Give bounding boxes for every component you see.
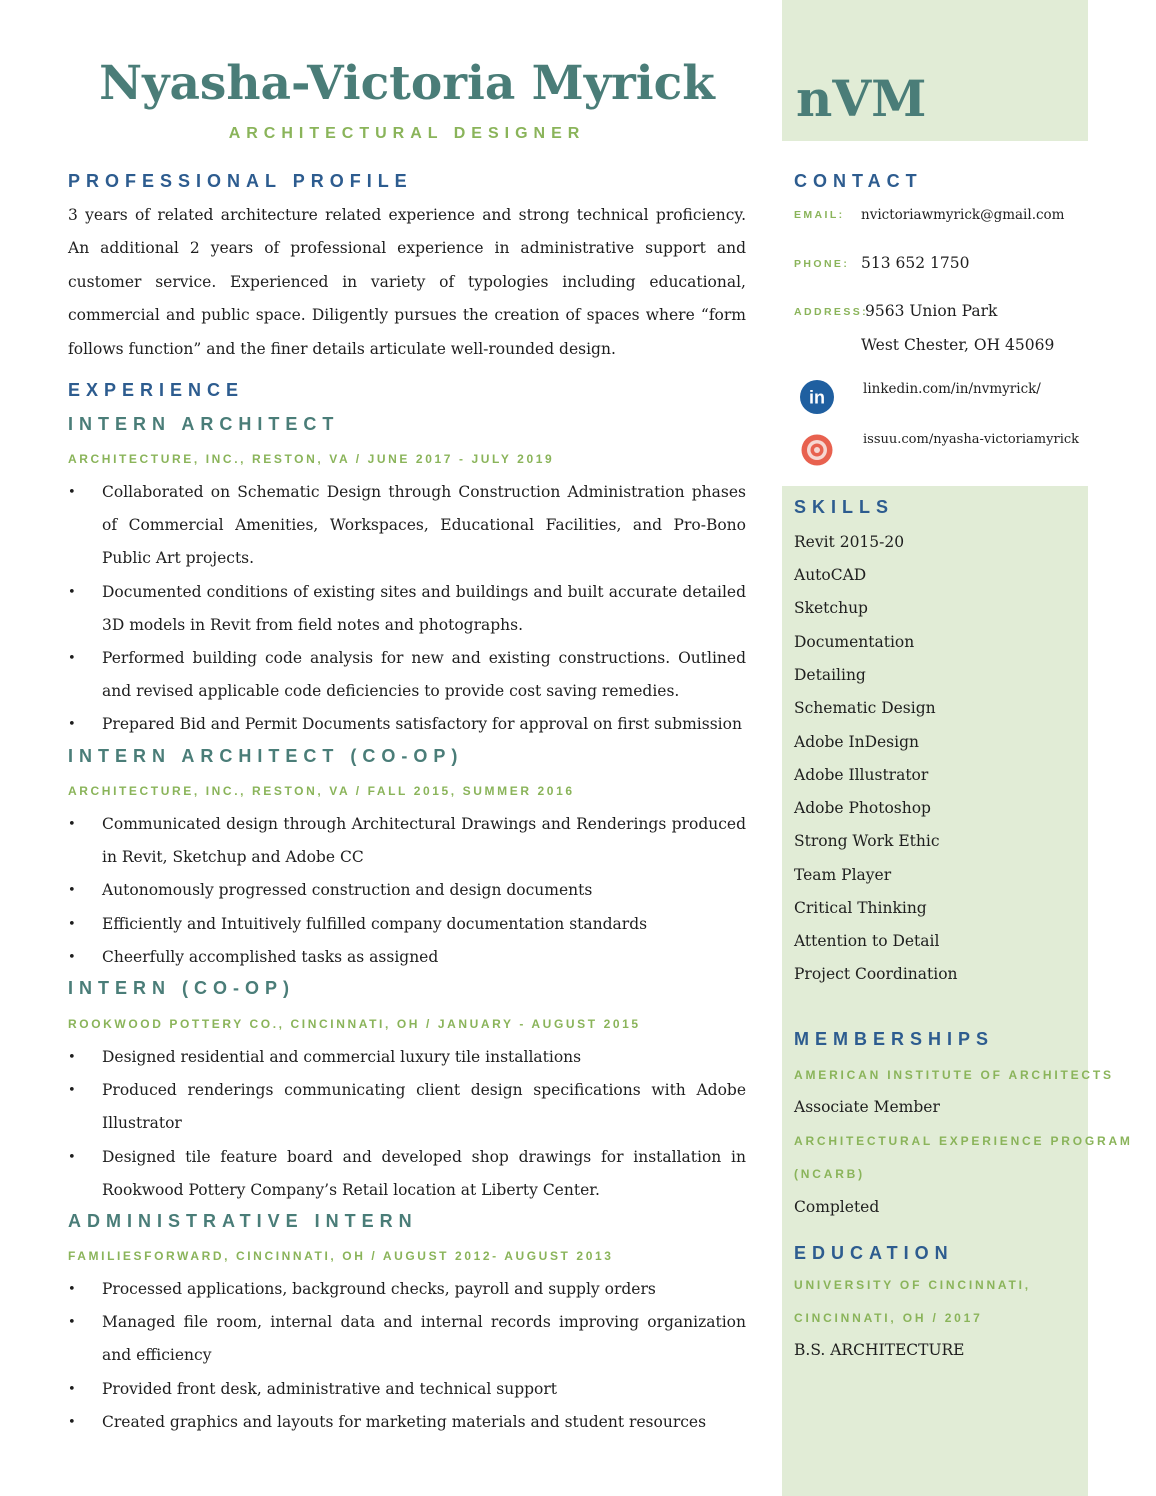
skill-item: Adobe InDesign <box>794 733 919 751</box>
bullet-icon: • <box>68 817 76 832</box>
profile-text: 3 years of related architecture related experience and strong technical proficiency. An additional 2 years of professional experience in administrative support and customer service. Experienced in variety of typologies including educational, commercial and public space. Diligently pursues the creation of spaces where “form follows function” and the finer details articulate well-rounded design. <box>68 206 746 358</box>
experience-heading: EXPERIENCE <box>68 380 245 400</box>
education-school: UNIVERSITY OF CINCINNATI, <box>794 1278 1031 1292</box>
issuu-icon[interactable] <box>800 433 834 467</box>
address-line1: 9563 Union Park <box>865 302 998 320</box>
bullet-text: Provided front desk, administrative and technical support <box>102 1379 558 1398</box>
job-meta: ARCHITECTURE, INC., RESTON, VA / JUNE 2017 - JULY 2019 <box>68 452 555 466</box>
list-item <box>68 1406 746 1439</box>
list-item <box>68 908 746 941</box>
bullet-icon: • <box>68 1149 76 1165</box>
list-item <box>68 874 746 907</box>
education-heading: EDUCATION <box>794 1243 954 1263</box>
bullet-text: Produced renderings communicating client design specifications with Adobe Illustrator <box>102 1081 746 1133</box>
education-degree: B.S. ARCHITECTURE <box>794 1341 965 1359</box>
job-meta: ROOKWOOD POTTERY CO., CINCINNATI, OH / JANUARY - AUGUST 2015 <box>68 1017 641 1031</box>
skill-item: Adobe Photoshop <box>794 799 931 817</box>
list-item <box>68 1373 746 1406</box>
job-bullets <box>68 1041 746 1207</box>
phone-label: PHONE: <box>794 258 850 270</box>
job-meta: ARCHITECTURE, INC., RESTON, VA / FALL 2015, SUMMER 2016 <box>68 784 575 798</box>
email-value[interactable]: nvictoriawmyrick@gmail.com <box>861 207 1065 223</box>
list-item <box>68 1306 746 1372</box>
memberships-heading: MEMBERSHIPS <box>794 1029 995 1049</box>
bullet-text: Documented conditions of existing sites and buildings and built accurate detailed 3D models in Revit from field notes and photographs. <box>102 582 746 634</box>
issuu-link[interactable]: issuu.com/nyasha-victoriamyrick <box>863 432 1080 447</box>
bullet-text: Performed building code analysis for new and existing constructions. Outlined and revised applicable code deficiencies to provide cost saving remedies. <box>102 649 746 701</box>
list-item <box>68 576 746 642</box>
address-line2: West Chester, OH 45069 <box>861 336 1055 354</box>
skill-item: Sketchup <box>794 599 868 617</box>
profile-heading: PROFESSIONAL PROFILE <box>68 171 413 191</box>
linkedin-icon[interactable] <box>800 380 834 414</box>
skill-item: Attention to Detail <box>794 932 940 950</box>
bullet-icon: • <box>68 1381 76 1397</box>
candidate-name: Nyasha-Victoria Myrick <box>99 56 715 111</box>
list-item <box>68 1041 746 1074</box>
bullet-icon: • <box>68 1050 76 1065</box>
job-title: INTERN ARCHITECT <box>68 414 340 434</box>
skill-item: Critical Thinking <box>794 899 927 917</box>
bullet-text: Communicated design through Architectural Drawings and Renderings produced in Revit, Sketchup and Adobe CC <box>102 815 746 867</box>
list-item <box>68 941 746 974</box>
membership-org-sub: (NCARB) <box>794 1167 865 1181</box>
contact-heading: CONTACT <box>794 171 923 191</box>
list-item <box>68 642 746 708</box>
bullet-icon: • <box>68 584 76 600</box>
job-meta: FAMILIESFORWARD, CINCINNATI, OH / AUGUST 2012- AUGUST 2013 <box>68 1249 614 1263</box>
list-item <box>68 476 746 576</box>
bullet-icon: • <box>68 883 76 899</box>
skill-item: Strong Work Ethic <box>794 832 940 850</box>
membership-org: ARCHITECTURAL EXPERIENCE PROGRAM <box>794 1134 1133 1148</box>
skill-item: Detailing <box>794 666 866 684</box>
bullet-text: Prepared Bid and Permit Documents satisfactory for approval on first submission <box>102 715 742 734</box>
job-bullets <box>68 476 746 742</box>
list-item <box>68 1074 746 1140</box>
email-label: EMAIL: <box>794 209 845 221</box>
bullet-text: Designed residential and commercial luxury tile installations <box>102 1048 582 1066</box>
skill-item: Adobe Illustrator <box>794 766 929 784</box>
membership-status: Associate Member <box>794 1098 940 1116</box>
job-title: INTERN ARCHITECT (CO-OP) <box>68 746 464 766</box>
bullet-icon: • <box>68 1414 76 1430</box>
membership-status: Completed <box>794 1198 880 1216</box>
linkedin-link[interactable]: linkedin.com/in/nvmyrick/ <box>863 381 1041 397</box>
address-label: ADDRESS: <box>794 306 869 318</box>
bullet-icon: • <box>68 949 76 965</box>
bullet-text: Processed applications, background checks, payroll and supply orders <box>102 1280 656 1298</box>
list-item <box>68 808 746 874</box>
bullet-icon: • <box>68 916 76 932</box>
list-item <box>68 708 746 741</box>
bullet-text: Designed tile feature board and developed shop drawings for installation in Rookwood Pottery Company’s Retail location at Liberty Center. <box>102 1147 746 1199</box>
skill-item: Documentation <box>794 633 915 651</box>
bullet-icon: • <box>68 1083 76 1099</box>
bullet-text: Created graphics and layouts for marketing materials and student resources <box>102 1412 707 1431</box>
bullet-text: Cheerfully accomplished tasks as assigned <box>102 947 439 966</box>
membership-org: AMERICAN INSTITUTE OF ARCHITECTS <box>794 1068 1114 1082</box>
bullet-icon: • <box>68 717 76 733</box>
phone-value[interactable]: 513 652 1750 <box>861 254 970 272</box>
bullet-text: Managed file room, internal data and internal records improving organization and efficiency <box>102 1313 746 1365</box>
skill-item: Team Player <box>794 866 892 884</box>
skill-item: Schematic Design <box>794 699 936 717</box>
skill-item: Project Coordination <box>794 965 958 983</box>
list-item <box>68 1273 746 1306</box>
sidebar-header-panel <box>782 0 1088 141</box>
education-location: CINCINNATI, OH / 2017 <box>794 1311 983 1325</box>
bullet-icon: • <box>68 651 76 667</box>
job-bullets <box>68 1273 746 1439</box>
bullet-icon: • <box>68 1282 76 1297</box>
bullet-text: Efficiently and Intuitively fulfilled company documentation standards <box>102 914 648 933</box>
monogram: nVM <box>796 69 927 128</box>
skill-item: AutoCAD <box>794 566 867 584</box>
bullet-icon: • <box>68 485 76 500</box>
bullet-icon: • <box>68 1315 76 1331</box>
job-title: ADMINISTRATIVE INTERN <box>68 1211 418 1231</box>
bullet-text: Collaborated on Schematic Design through Construction Administration phases of Commercial Amenities, Workspaces, Educational Facilities, and Pro-Bono Public Art projects. <box>102 483 746 568</box>
job-bullets <box>68 808 746 974</box>
job-subtitle: ARCHITECTURAL DESIGNER <box>228 125 586 142</box>
list-item <box>68 1141 746 1207</box>
linkedin-icon-glyph: in <box>809 387 825 408</box>
skill-item: Revit 2015-20 <box>794 533 905 551</box>
skills-heading: SKILLS <box>794 497 895 517</box>
job-title: INTERN (CO-OP) <box>68 978 295 998</box>
bullet-text: Autonomously progressed construction and design documents <box>102 881 593 900</box>
